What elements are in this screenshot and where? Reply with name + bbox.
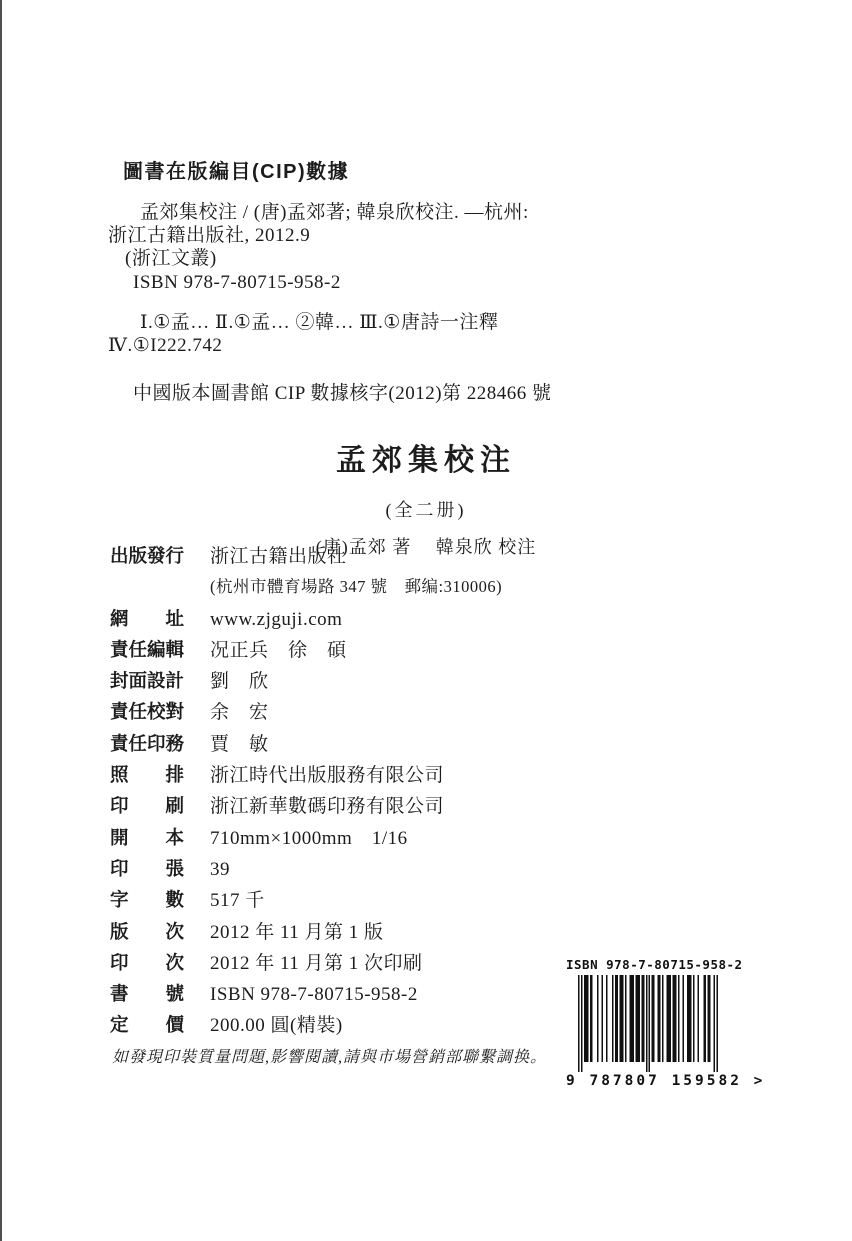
cip-record-line: 中國版本圖書館 CIP 數據核字(2012)第 228466 號 [133,383,552,404]
cip-class-line2: Ⅳ.①I222.742 [108,335,223,356]
row-value: 賈 敏 [210,733,269,755]
row-label: 印 張 [110,857,185,879]
row-label: 印 刷 [110,795,185,817]
publisher-address: (杭州市體育場路 347 號 郵编:310006) [210,577,503,597]
row-value: 浙江時代出版服務有限公司 [210,765,445,787]
row-value: 39 [210,858,230,880]
colophon-row-publisher [110,540,502,571]
cip-class-line1: Ⅰ.①孟… Ⅱ.①孟… ②韓… Ⅲ.①唐詩一注釋 [140,312,499,333]
row-value: ISBN 978-7-80715-958-2 [210,984,418,1006]
cip-heading: 圖書在版編目(CIP)數據 [123,161,350,183]
cip-entry-block [108,201,529,294]
quality-notice: 如發現印裝質量問題,影響閱讀,請與市場營銷部聯繫調换。 [112,1049,548,1066]
colophon-row-price [110,1009,502,1040]
row-label: 責任編輯 [110,638,185,660]
barcode-isbn-text: ISBN 978-7-80715-958-2 [566,957,743,972]
colophon-row-sheets [110,853,502,884]
barcode-bars [578,975,718,1072]
row-value: 710mm×1000mm 1/16 [210,827,408,849]
colophon-row-edition [110,916,502,947]
colophon-row-format [110,822,502,853]
colophon-row-word-count [110,884,502,915]
book-title: 孟郊集校注 [336,444,516,477]
volume-note: (全二册) [385,500,467,520]
row-value: 余 宏 [210,702,269,724]
row-value: 200.00 圓(精裝) [210,1015,343,1037]
row-label: 出版發行 [110,545,185,566]
page-left-edge-line [0,0,2,1241]
row-value: 劉 欣 [210,671,269,693]
row-value: www.zjguji.com [210,608,343,630]
isbn-barcode [566,957,766,1089]
author-byline: (唐)孟郊 著 韓泉欣 校注 [315,537,537,557]
barcode-digits: 9 787807 159582 > [566,1073,766,1089]
row-label: 字 數 [110,889,185,911]
row-value: 况正兵 徐 碩 [210,639,347,661]
row-label: 網 址 [110,607,185,629]
row-label: 印 次 [110,951,185,973]
colophon-rows [110,540,502,1041]
row-label: 書 號 [110,983,185,1005]
cip-series-line: (浙江文叢) [125,248,217,270]
cip-entry-line1: 孟郊集校注 / (唐)孟郊著; 韓泉欣校注. —杭州: [140,202,529,223]
cip-classification-block [108,311,498,357]
colophon-row-website [110,603,502,634]
row-value: 517 千 [210,890,265,912]
row-value: 2012 年 11 月第 1 版 [210,921,384,943]
colophon-row-editor [110,634,502,665]
colophon-row-isbn [110,978,502,1009]
row-value: 浙江古籍出版社 [210,546,347,567]
colophon-row-cover-design [110,665,502,696]
row-label: 定 價 [110,1014,185,1036]
row-label: 開 本 [110,826,185,848]
cip-isbn-line: ISBN 978-7-80715-958-2 [133,271,341,293]
colophon-row-printer [110,790,502,821]
row-label: 封面設計 [110,670,185,692]
cip-entry-line2: 浙江古籍出版社, 2012.9 [108,225,311,247]
colophon-row-typesetting [110,759,502,790]
row-label: 責任校對 [110,701,185,723]
colophon-row-print-supervisor [110,728,502,759]
row-value: 2012 年 11 月第 1 次印刷 [210,952,423,974]
colophon-row-proofreader [110,696,502,727]
row-value: 浙江新華數碼印務有限公司 [210,796,445,818]
row-label: 責任印務 [110,732,185,754]
colophon-row-impression [110,947,502,978]
row-label: 照 排 [110,764,185,786]
row-label: 版 次 [110,920,185,942]
